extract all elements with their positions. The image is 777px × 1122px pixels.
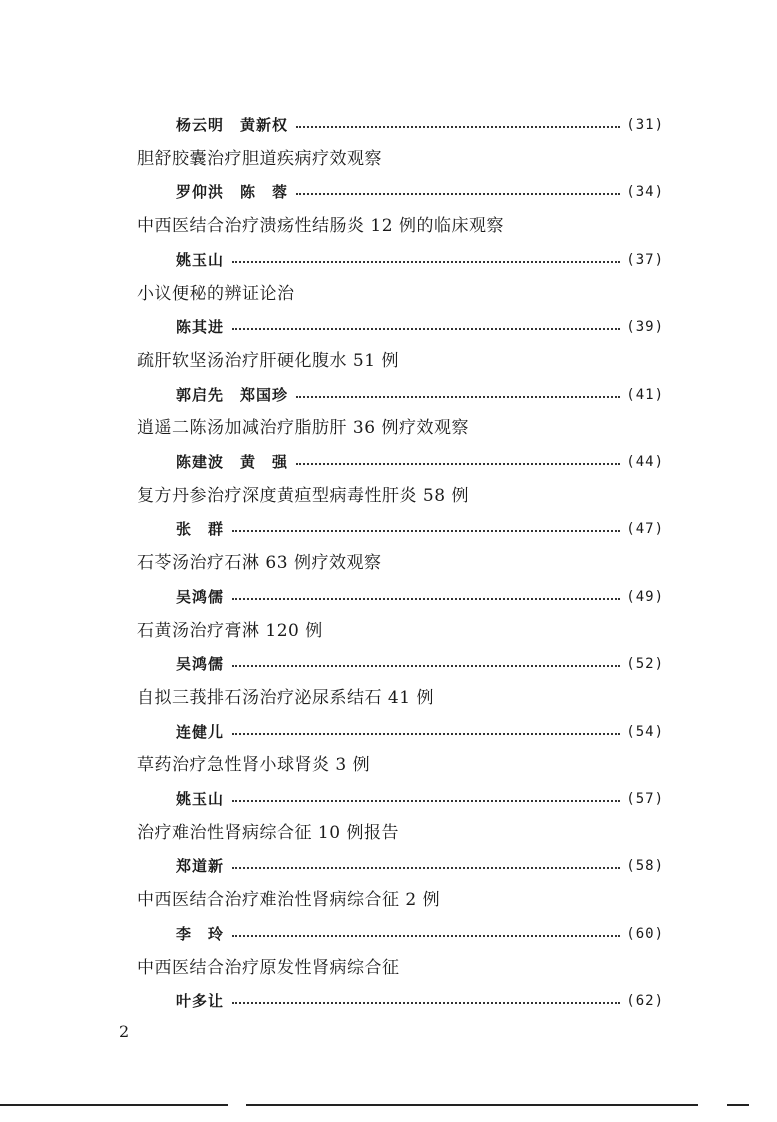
author-line [176,851,664,881]
article-title: 中西医结合治疗难治性肾病综合征 2 例 [137,890,441,911]
author-line [176,649,664,679]
toc-author-row [0,717,777,747]
author-name: 郭启先 郑国珍 [176,385,289,404]
author-name: 吴鸿儒 [176,587,225,606]
dot-leader [232,800,620,802]
page-reference: (62) [626,993,664,1010]
page-reference: (34) [626,184,664,201]
author-line [176,784,664,814]
dot-leader [232,733,620,735]
dot-leader [296,126,620,128]
toc-author-row [0,784,777,814]
author-line [176,447,664,477]
page-reference: (31) [626,117,664,133]
toc-author-row [0,649,777,679]
page-reference: (54) [626,723,664,740]
page-reference: (49) [626,588,664,605]
toc-title-row [0,481,777,511]
toc-title-row [0,683,777,713]
footer-rule-middle [246,1104,698,1106]
dot-leader [296,396,620,398]
article-title: 自拟三莪排石汤治疗泌尿系结石 41 例 [137,687,434,708]
article-title: 复方丹参治疗深度黄疸型病毒性肝炎 58 例 [137,485,469,506]
article-title: 草药治疗急性肾小球肾炎 3 例 [137,755,371,776]
article-title: 逍遥二陈汤加减治疗脂肪肝 36 例疗效观察 [137,418,469,439]
author-line [176,717,664,747]
dot-leader [232,935,620,937]
footer-rule-right [727,1104,749,1106]
article-title: 疏肝软坚汤治疗肝硬化腹水 51 例 [137,350,399,371]
toc-author-row [0,380,777,410]
toc-title-row [0,144,777,174]
toc-title-row [0,346,777,376]
article-title: 中西医结合治疗原发性肾病综合征 [137,957,400,978]
toc-author-row [0,851,777,881]
toc-title-row [0,413,777,443]
dot-leader [232,665,620,667]
author-line [176,312,664,342]
author-line [176,582,664,612]
dot-leader [232,530,620,532]
page-reference: (58) [626,858,664,875]
author-name: 姚玉山 [176,250,225,269]
page-reference: (47) [626,521,664,538]
page-reference: (39) [626,319,664,336]
author-line [176,514,664,544]
toc-author-row [0,110,777,140]
article-title: 石苓汤治疗石淋 63 例疗效观察 [137,553,382,574]
author-name: 姚玉山 [176,790,225,808]
article-title: 小议便秘的辨证论治 [137,283,295,304]
author-line [176,110,664,140]
toc-author-row [0,312,777,342]
article-title: 石黄汤治疗膏淋 120 例 [137,620,323,641]
author-name: 叶多让 [176,992,225,1011]
page-reference: (44) [626,454,664,470]
dot-leader [296,463,620,465]
toc-author-row [0,986,777,1016]
toc-author-row [0,582,777,612]
article-title: 胆舒胶囊治疗胆道疾病疗效观察 [137,148,382,169]
author-line [176,177,664,207]
dot-leader [296,193,620,195]
toc-title-row [0,548,777,578]
dot-leader [232,328,620,330]
toc-title-row [0,750,777,780]
dot-leader [232,261,620,263]
author-line [176,919,664,949]
toc-author-row [0,919,777,949]
toc-author-row [0,245,777,275]
author-name: 吴鸿儒 [176,655,225,674]
author-name: 陈建波 黄 强 [176,453,289,471]
toc-author-row [0,514,777,544]
author-line [176,245,664,275]
author-name: 杨云明 黄新权 [176,116,289,134]
footer-rule-left [0,1104,228,1106]
article-title: 治疗难治性肾病综合征 10 例报告 [137,822,399,843]
page-reference: (41) [626,386,664,403]
toc-title-row [0,211,777,241]
author-name: 连健儿 [176,722,225,741]
toc-title-row [0,953,777,983]
page-reference: (60) [626,925,664,942]
page-reference: (57) [626,791,664,807]
dot-leader [232,867,620,869]
toc-title-row [0,885,777,915]
page-number: 2 [119,1022,130,1041]
toc-title-row [0,818,777,848]
author-name: 张 群 [176,520,225,539]
article-title: 中西医结合治疗溃疡性结肠炎 12 例的临床观察 [137,216,504,237]
toc-author-row [0,177,777,207]
dot-leader [232,1002,620,1004]
author-name: 陈其进 [176,318,225,337]
toc-title-row [0,616,777,646]
toc-author-row [0,447,777,477]
author-name: 郑道新 [176,857,225,876]
author-line [176,380,664,410]
dot-leader [232,598,620,600]
author-name: 李 玲 [176,924,225,943]
page-reference: (37) [626,251,664,268]
page-reference: (52) [626,656,664,673]
toc-title-row [0,279,777,309]
author-name: 罗仰洪 陈 蓉 [176,183,289,202]
author-line [176,986,664,1016]
